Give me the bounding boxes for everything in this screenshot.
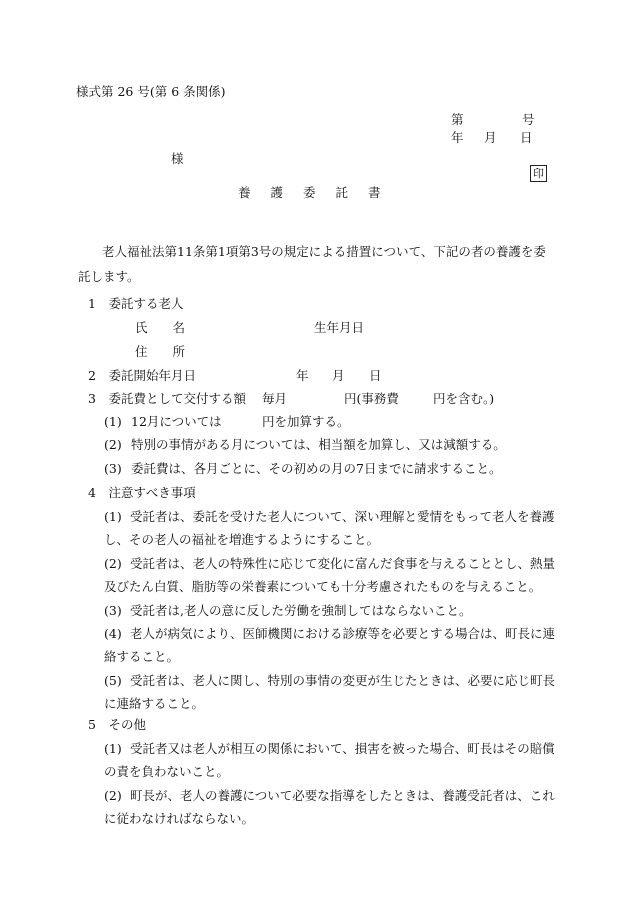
date-year-label: 年 bbox=[451, 130, 464, 145]
list-item-num: (1) bbox=[104, 509, 122, 524]
included-label: 円を含む。) bbox=[433, 391, 495, 406]
address-label: 住 所 bbox=[135, 344, 186, 359]
list-item bbox=[104, 622, 559, 668]
date-month-label: 月 bbox=[484, 130, 497, 145]
list-item-text: 受託者又は老人が相互の関係において、損害を被った場合、町長はその賠償の責を負わないこと。 bbox=[104, 741, 555, 779]
section3-heading: 3 委託費として交付する額 bbox=[88, 391, 246, 406]
list-item-num: (2) bbox=[104, 437, 122, 452]
list-item-text: 受託者は、老人に関し、特別の事情の変更が生じたときは、必要に応じ町長に連絡すること。 bbox=[104, 673, 556, 711]
list-item bbox=[104, 505, 559, 551]
addressee-suffix: 様 bbox=[171, 151, 184, 166]
list-item-text: 特別の事情がある月については、相当額を加算し、又は減額する。 bbox=[131, 437, 506, 452]
number-label-go: 号 bbox=[522, 112, 535, 127]
start-year-label: 年 bbox=[296, 368, 309, 383]
list-item bbox=[104, 784, 559, 830]
list-item-text: 町長が、老人の養護について必要な指導をしたときは、養護受託者は、これに従わなければならない。 bbox=[104, 788, 555, 826]
date-day-label: 日 bbox=[520, 130, 533, 145]
section4-heading: 4 注意すべき事項 bbox=[88, 485, 196, 500]
list-item-num: (1) bbox=[104, 414, 122, 429]
list-item-num: (3) bbox=[104, 461, 122, 476]
list-item-num: (4) bbox=[104, 626, 122, 641]
birthdate-label: 生年月日 bbox=[314, 320, 365, 335]
list-item-text: 12月については bbox=[131, 414, 222, 429]
list-item bbox=[104, 669, 559, 715]
intro-paragraph: 老人福祉法第11条第1項第3号の規定による措置について、下記の者の養護を委託します。 bbox=[78, 244, 546, 284]
form-number: 様式第 26 号(第 6 条関係) bbox=[76, 84, 226, 99]
section2-heading: 2 委託開始年月日 bbox=[88, 368, 196, 383]
start-month-label: 月 bbox=[332, 368, 345, 383]
office-expense-label: 円(事務費 bbox=[344, 391, 399, 406]
list-item-num: (3) bbox=[104, 603, 122, 618]
list-item-num: (2) bbox=[104, 556, 122, 571]
list-item-text: 受託者は,老人の意に反した労働を強制してはならないこと。 bbox=[130, 603, 472, 618]
list-item bbox=[104, 599, 559, 622]
list-item-text: 受託者は、老人の特殊性に応じて変化に富んだ食事を与えることとし、熱量及びたん白質、脂肪等の栄養素についても十分考慮されたものを与えること。 bbox=[104, 556, 556, 594]
list-item-num: (1) bbox=[104, 741, 122, 756]
name-label: 氏 名 bbox=[135, 320, 186, 335]
monthly-label: 毎月 bbox=[262, 391, 288, 406]
list-item-num: (2) bbox=[104, 788, 122, 803]
list-item-num: (5) bbox=[104, 673, 122, 688]
list-item-text: 委託費は、各月ごとに、その初めの月の7日までに請求すること。 bbox=[131, 461, 502, 476]
document-title: 養護委託書 bbox=[238, 185, 401, 200]
list-item-tail: 円を加算する。 bbox=[262, 414, 350, 429]
start-day-label: 日 bbox=[369, 368, 382, 383]
section1-heading: 1 委託する老人 bbox=[88, 296, 184, 311]
list-item-text: 老人が病気により、医師機関における診療等を必要とする場合は、町長に連絡すること。 bbox=[104, 626, 556, 664]
seal-mark: 印 bbox=[530, 165, 547, 182]
list-item bbox=[104, 737, 559, 783]
list-item bbox=[104, 552, 559, 598]
number-label-dai: 第 bbox=[451, 112, 464, 127]
list-item-text: 受託者は、委託を受けた老人について、深い理解と愛情をもって老人を養護し、その老人の福祉を増進するようにすること。 bbox=[104, 509, 555, 547]
section5-heading: 5 その他 bbox=[88, 717, 146, 732]
